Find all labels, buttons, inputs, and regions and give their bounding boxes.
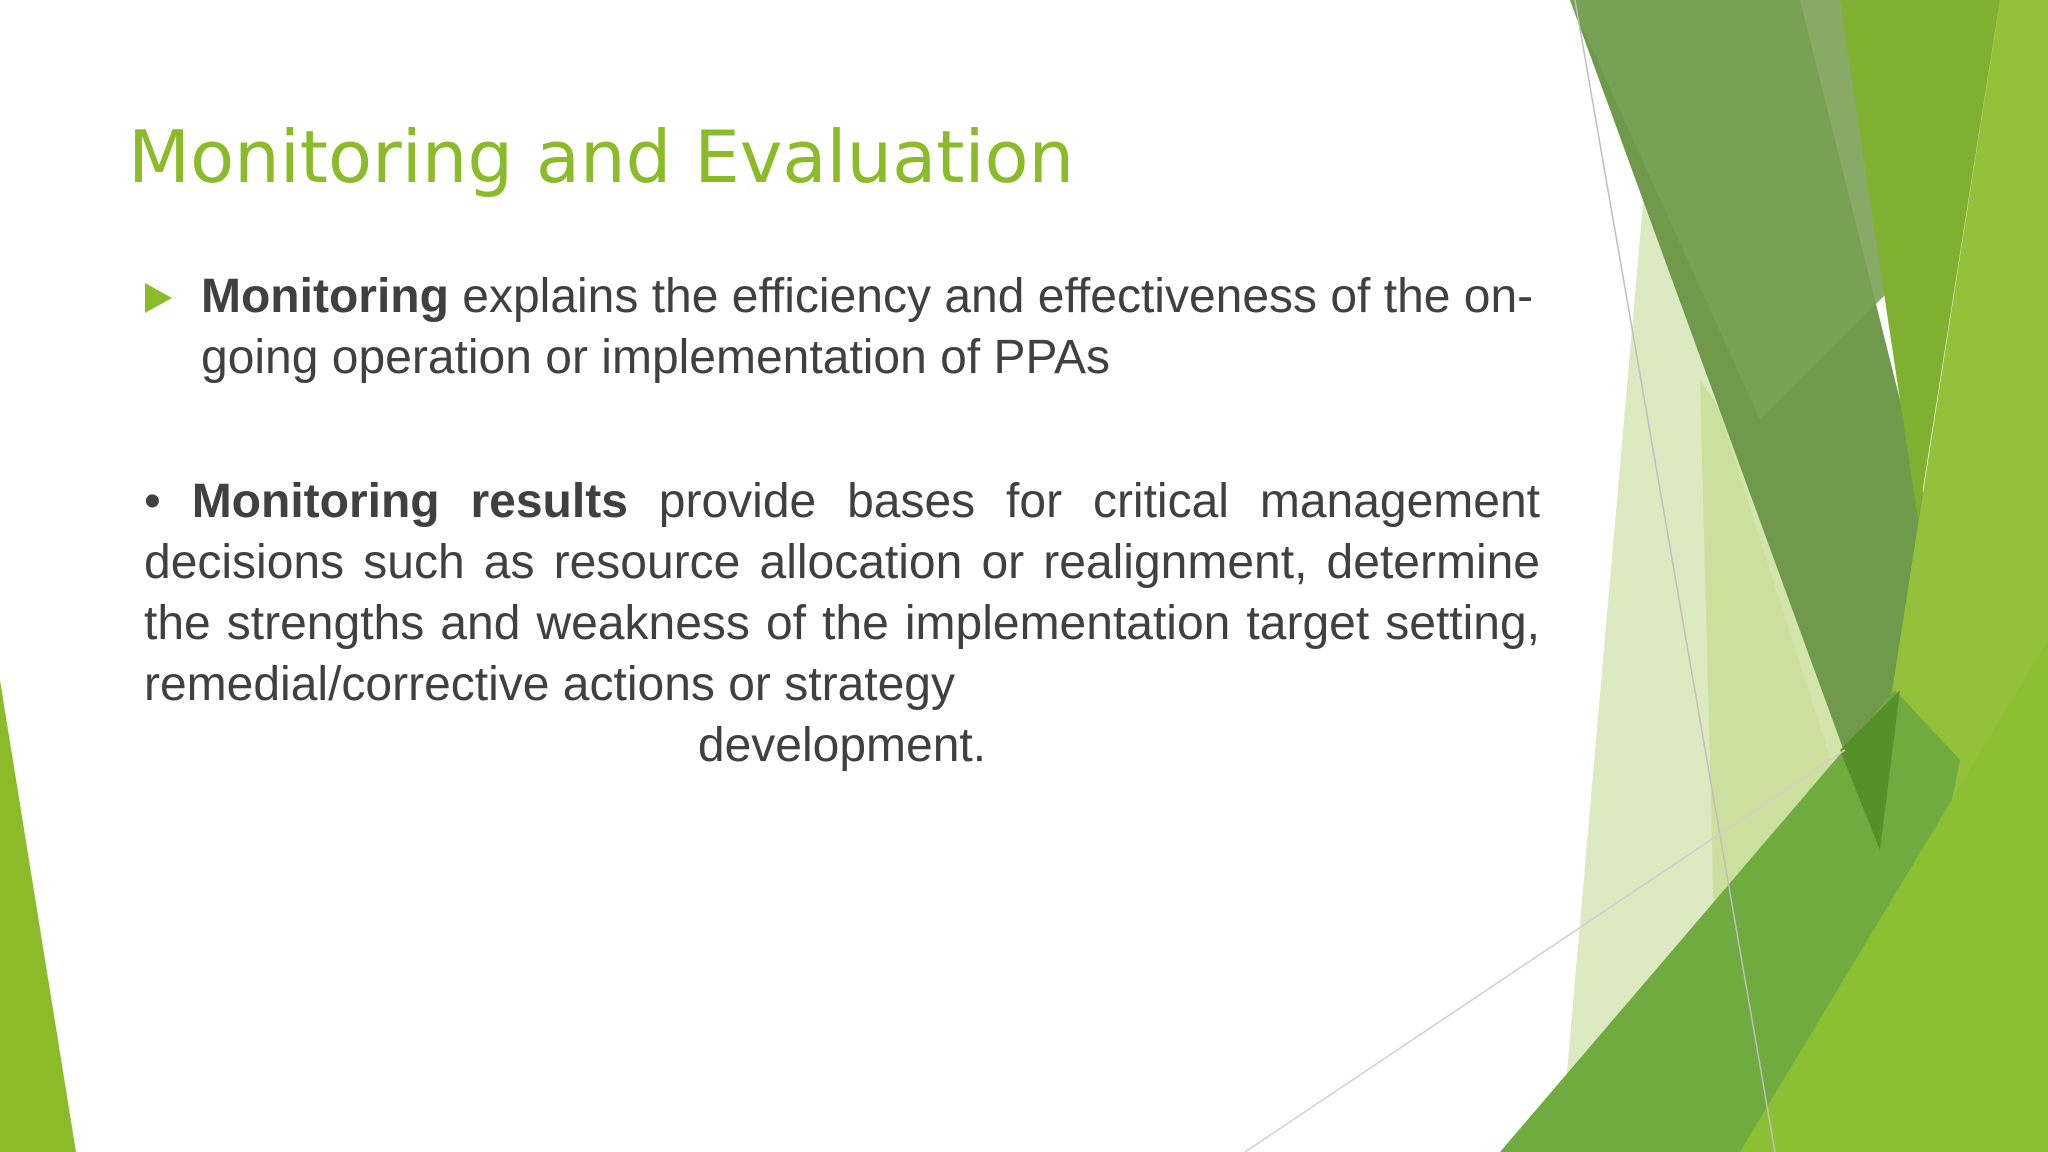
paragraph-monitoring-results-body: provide bases for critical management decisions such as resource allocation or realignment, determine the strengths and weakness of the implementation target setting, remedial/corrective actions or strategy xyxy=(144,475,1541,711)
paragraph-last-line: development. xyxy=(697,719,987,772)
bullet-monitoring-body: explains the efficiency and effectiveness of the on-going operation or implementation of PPAs xyxy=(201,270,1534,384)
left-green-sliver xyxy=(0,680,76,1152)
slide-title: Monitoring and Evaluation xyxy=(128,115,1075,199)
triangle-bullet-icon xyxy=(145,283,172,313)
round-bullet-icon: • xyxy=(144,475,192,528)
bullet-monitoring-text xyxy=(201,266,1545,388)
bullet-monitoring-bold: Monitoring xyxy=(201,270,449,323)
paragraph-monitoring-results-bold: Monitoring results xyxy=(191,475,628,528)
paragraph-monitoring-results xyxy=(144,471,1540,776)
